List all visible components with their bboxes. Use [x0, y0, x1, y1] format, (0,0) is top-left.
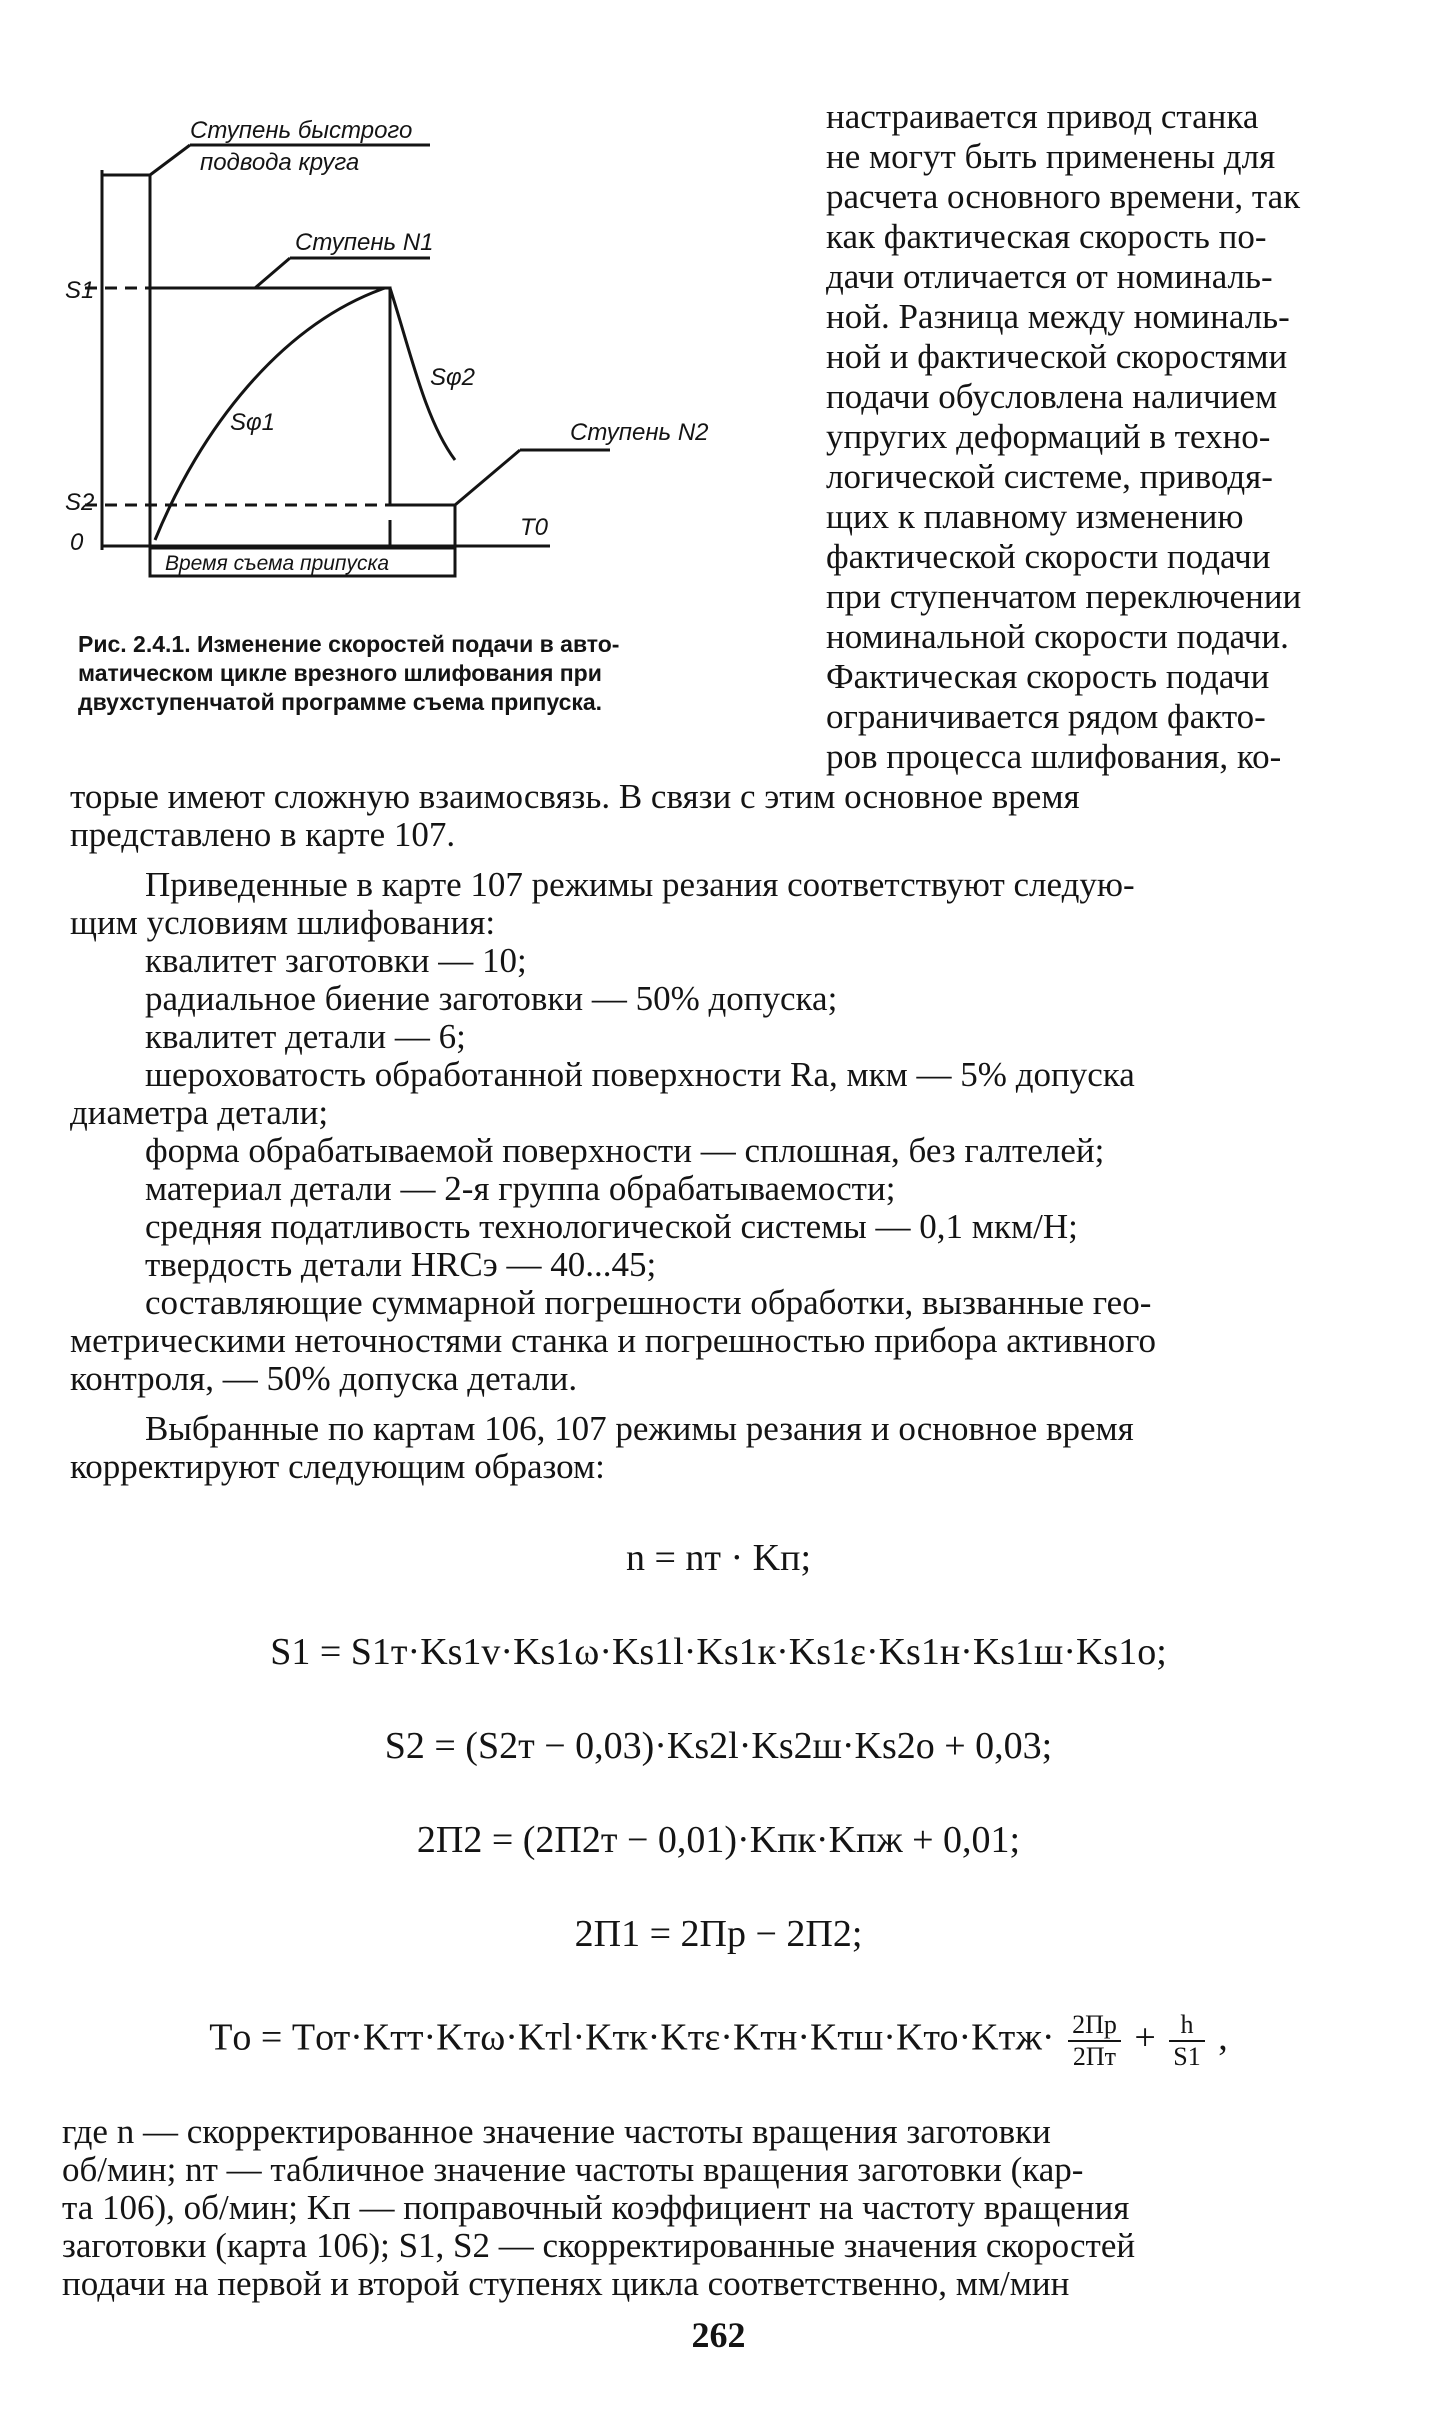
body-line: составляющие суммарной погрешности обработки, вызванные гео-: [145, 1283, 1152, 1322]
body-line: контроля, — 50% допуска детали.: [70, 1359, 578, 1398]
tail-line: заготовки (карта 106); S1, S2 — скорректированные значения скоростей: [62, 2226, 1136, 2265]
right-line: Фактическая скорость подачи: [826, 657, 1270, 696]
right-line: при ступенчатом переключении: [826, 577, 1302, 616]
body-line: средняя податливость технологической системы — 0,1 мкм/Н;: [145, 1207, 1078, 1246]
feed-rate-diagram: [30, 100, 800, 600]
fraction-h-s1: [1169, 2010, 1204, 2072]
right-line: ной и фактической скоростями: [826, 337, 1288, 376]
formula-2p2: 2П2 = (2П2т − 0,01)·Kпк·Kпж + 0,01;: [416, 1819, 1021, 1861]
right-line: дачи отличается от номиналь-: [826, 257, 1273, 296]
right-line: как фактическая скорость по-: [826, 217, 1267, 256]
label-zero: 0: [70, 529, 84, 556]
formula-n: n = nт · Kп;: [625, 1537, 812, 1579]
label-step-1: Ступень N1: [295, 229, 434, 256]
right-line: фактической скорости подачи: [826, 537, 1271, 576]
label-sf2: Sφ2: [430, 364, 476, 391]
label-s1: S1: [65, 277, 95, 304]
label-step-fast: Ступень быстрого: [190, 117, 413, 144]
right-line: расчета основного времени, так: [826, 177, 1301, 216]
body-line: диаметра детали;: [70, 1093, 329, 1132]
label-step-2: Ступень N2: [570, 419, 709, 446]
plus-sign: +: [1134, 2016, 1156, 2059]
label-t0: T0: [520, 514, 549, 541]
body-line: Выбранные по картам 106, 107 режимы резания и основное время: [145, 1409, 1134, 1448]
body-line: метрическими неточностями станка и погрешностью прибора активного: [70, 1321, 1157, 1360]
step-2-line: [390, 505, 455, 546]
figure-caption-line-2: матическом цикле врезного шлифования при: [78, 660, 602, 686]
label-time: Время съема припуска: [165, 552, 390, 575]
fraction-denominator: 2Пт: [1072, 2042, 1117, 2071]
right-line: не могут быть применены для: [826, 137, 1276, 176]
page-number: 262: [691, 2315, 746, 2355]
right-line: номинальной скорости подачи.: [826, 617, 1289, 656]
fraction-numerator-2: h: [1169, 2010, 1204, 2042]
right-line: упругих деформаций в техно-: [826, 417, 1271, 456]
figure-caption-line-3: двухступенчатой программе съема припуска.: [78, 689, 603, 715]
label-step-fast-2: подвода круга: [200, 149, 360, 176]
right-line: ограничивается рядом факто-: [826, 697, 1266, 736]
tail-line: где n — скорректированное значение частоты вращения заготовки: [62, 2112, 1051, 2151]
label-s2: S2: [65, 489, 95, 516]
body-line: форма обрабатываемой поверхности — сплошная, без галтелей;: [145, 1131, 1105, 1170]
body-line: твердость детали HRCэ — 40...45;: [145, 1245, 657, 1284]
fraction-denominator-2: S1: [1173, 2042, 1201, 2071]
right-line: логической системе, приводя-: [826, 457, 1273, 496]
tail-line: об/мин; nт — табличное значение частоты вращения заготовки (кар-: [62, 2150, 1084, 2189]
fraction-numerator: 2Пр: [1068, 2010, 1121, 2042]
tail-line: та 106), об/мин; Kп — поправочный коэффициент на частоту вращения: [62, 2188, 1130, 2227]
tail-line: подачи на первой и второй ступенях цикла соответственно, мм/мин: [62, 2264, 1070, 2303]
right-line: ной. Разница между номиналь-: [826, 297, 1290, 336]
fast-approach-step: [102, 175, 150, 546]
body-line: радиальное биение заготовки — 50% допуска;: [145, 979, 838, 1018]
body-line: квалитет детали — 6;: [145, 1017, 466, 1056]
formula-s2: S2 = (S2т − 0,03)·Ks2l·Ks2ш·Ks2о + 0,03;: [384, 1725, 1053, 1767]
right-line: подачи обусловлена наличием: [826, 377, 1278, 416]
formula-to-main: Tо = Tот·Kтт·Kтω·Kтl·Kтк·Kтε·Kтн·Kтш·Kто·Kтж·: [209, 2016, 1055, 2059]
right-line: ров процесса шлифования, ко-: [826, 737, 1282, 776]
body-line: представлено в карте 107.: [70, 815, 456, 854]
body-line: торые имеют сложную взаимосвязь. В связи с этим основное время: [70, 777, 1080, 816]
formula-s1: S1 = S1т·Ks1v·Ks1ω·Ks1l·Ks1к·Ks1ε·Ks1н·Ks1ш·Ks1о;: [270, 1631, 1167, 1673]
body-line: материал детали — 2-я группа обрабатываемости;: [145, 1169, 896, 1208]
body-line: квалитет заготовки — 10;: [145, 941, 527, 980]
right-line: настраивается привод станка: [826, 97, 1259, 136]
label-sf1: Sφ1: [230, 409, 276, 436]
figure-caption-line-1: Рис. 2.4.1. Изменение скоростей подачи в авто-: [78, 631, 620, 657]
formula-end: ,: [1218, 2016, 1228, 2059]
formula-2p1: 2П1 = 2Пр − 2П2;: [574, 1913, 863, 1955]
body-line: щим условиям шлифования:: [70, 903, 496, 942]
body-line: шероховатость обработанной поверхности Ra, мкм — 5% допуска: [145, 1055, 1135, 1094]
right-line: щих к плавному изменению: [826, 497, 1244, 536]
fraction-2pr-2pt: [1068, 2010, 1121, 2072]
body-line: корректируют следующим образом:: [70, 1447, 605, 1486]
formula-to: [0, 2010, 1437, 2072]
body-line: Приведенные в карте 107 режимы резания соответствуют следую-: [145, 865, 1135, 904]
